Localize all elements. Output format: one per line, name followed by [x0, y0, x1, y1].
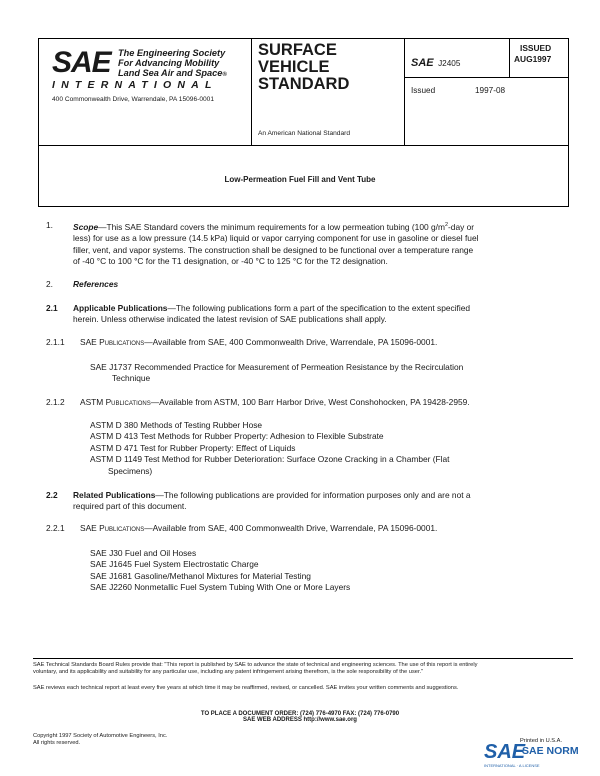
- order-info: [0, 711, 600, 723]
- society-line-1: The Engineering Society: [118, 48, 226, 58]
- header-divider-3: [509, 38, 510, 78]
- footer-policy: [33, 662, 573, 677]
- header-row-divider: [404, 77, 569, 78]
- list-item: SAE J2260 Nonmetallic Fuel System Tubing With One or More Layers: [90, 582, 351, 593]
- list-item: SAE J1645 Fuel System Electrostatic Charge: [90, 559, 259, 570]
- s211-number: 2.1.1: [46, 337, 65, 347]
- s212-items: [90, 420, 576, 477]
- copyright: [33, 733, 167, 748]
- s221-number: 2.2.1: [46, 523, 65, 533]
- s212-number: 2.1.2: [46, 397, 65, 407]
- s21-line-1: Applicable Publications—The following publications form a part of the specification to the extent specified: [73, 303, 471, 313]
- norm-text: SAE NORM: [522, 745, 579, 757]
- copyright-line-1: Copyright 1997 Society of Automotive Engineers, Inc.: [33, 733, 168, 739]
- scope-number: 1.: [46, 220, 53, 230]
- sae-norm-watermark: [484, 741, 584, 771]
- order-line-1: TO PLACE A DOCUMENT ORDER: (724) 776-4970 FAX: (724) 776-0790: [200, 711, 400, 717]
- s21-section: [73, 303, 576, 326]
- document-title: Low-Permeation Fuel Fill and Vent Tube: [224, 175, 376, 184]
- references-number: 2.: [46, 279, 53, 289]
- s22-line-2: required part of this document.: [73, 501, 187, 512]
- policy-line-2: voluntary, and its applicability and suitability for any particular use, including any patent infringement arising therefrom, is the sole responsibility of the user.": [33, 669, 424, 676]
- standard-line-3: STANDARD: [258, 75, 350, 93]
- scope-line-3: filler, vent, and vapor systems. The construction shall be designed to be functional over a temperature range: [73, 244, 474, 255]
- references-heading: References: [73, 279, 119, 289]
- list-item: Technique: [112, 373, 151, 384]
- issued-row-label: Issued: [411, 86, 436, 95]
- list-item: ASTM D 380 Methods of Testing Rubber Hose: [90, 420, 263, 430]
- society-address: 400 Commonwealth Drive, Warrendale, PA 15096-0001: [52, 96, 214, 103]
- header-divider-1: [251, 38, 252, 146]
- list-item: ASTM D 1149 Test Method for Rubber Deterioration: Surface Ozone Cracking in a Chamber (Flat: [90, 454, 450, 465]
- list-item: ASTM D 413 Test Methods for Rubber Property: Adhesion to Flexible Substrate: [90, 431, 384, 442]
- s221-items: [90, 548, 576, 594]
- s21-line-2: herein. Unless otherwise indicated the latest revision of SAE publications shall apply.: [73, 314, 387, 325]
- printed-in: Printed in U.S.A.: [520, 738, 563, 744]
- footer-divider: [33, 658, 573, 659]
- scope-section: [73, 220, 576, 267]
- footer-review: SAE reviews each technical report at least every five years at which time it may be reaffirmed, revised, or cancelled. SAE invites your written comments and suggestions.: [33, 685, 459, 691]
- international-label: INTERNATIONAL: [52, 79, 218, 91]
- sae-logo: SAE: [52, 46, 111, 79]
- s211-items: [90, 362, 576, 385]
- american-national-standard: An American National Standard: [258, 130, 350, 137]
- copyright-line-2: All rights reserved.: [33, 740, 81, 747]
- standard-line-2: VEHICLE: [258, 58, 330, 76]
- society-line-3: Land Sea Air and Space®: [118, 67, 227, 78]
- issued-row-value: 1997-08: [475, 86, 506, 95]
- list-item: SAE J1737 Recommended Practice for Measurement of Permeation Resistance by the Recirculation: [90, 362, 464, 372]
- norm-logo: SAE: [484, 741, 526, 763]
- society-name: [118, 49, 227, 80]
- scope-line-4: of -40 °C to 100 °C for the T1 designation, or -40 °C to 125 °C for the T2 designation.: [73, 256, 388, 267]
- order-line-2: SAE WEB ADDRESS http://www.sae.org: [243, 717, 357, 723]
- issued-box: [514, 43, 551, 65]
- list-item: ASTM D 471 Test for Rubber Property: Effect of Liquids: [90, 442, 296, 453]
- list-item: SAE J30 Fuel and Oil Hoses: [90, 548, 197, 558]
- s22-section: [73, 490, 576, 513]
- list-item: Specimens): [108, 465, 153, 476]
- document-number: SAE J2405: [411, 57, 461, 69]
- s212-source: ASTM Publications—Available from ASTM, 100 Barr Harbor Drive, West Conshohocken, PA 19428-2959.: [80, 397, 470, 407]
- s22-number: 2.2: [46, 490, 58, 500]
- society-line-2: For Advancing Mobility: [118, 57, 220, 68]
- norm-subtext: INTERNATIONAL · A LICENSE: [484, 763, 540, 768]
- issued-label: ISSUED: [520, 43, 552, 53]
- list-item: SAE J1681 Gasoline/Methanol Mixtures for Material Testing: [90, 570, 311, 581]
- scope-line-1: Scope—This SAE Standard covers the minimum requirements for a low permeation tubing (100 $g/m^2$-day or: [73, 221, 475, 232]
- scope-line-2: less) for use as a low pressure (14.5 kPa) liquid or vapor carrying component for use in gasoline or diesel fuel: [73, 233, 479, 244]
- s211-source: SAE Publications—Available from SAE, 400 Commonwealth Drive, Warrendale, PA 15096-0001.: [80, 337, 438, 347]
- s22-line-1: Related Publications—The following publications are provided for information purposes only and are not a: [73, 490, 471, 500]
- s21-number: 2.1: [46, 303, 58, 313]
- s221-source: SAE Publications—Available from SAE, 400 Commonwealth Drive, Warrendale, PA 15096-0001.: [80, 523, 438, 533]
- policy-line-1: SAE Technical Standards Board Rules provide that: "This report is published by SAE to advance the state of technical and engineering sciences. The use of this report is entirely: [33, 662, 478, 668]
- header-divider-2: [404, 38, 405, 146]
- standard-type: [258, 42, 349, 93]
- standard-line-1: SURFACE: [258, 41, 337, 59]
- issued-value: AUG1997: [514, 54, 552, 64]
